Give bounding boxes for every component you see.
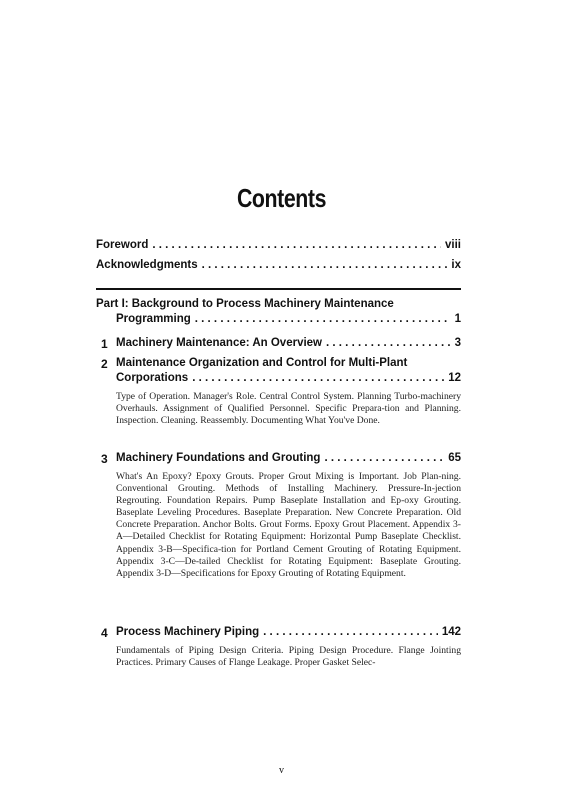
toc-entry-label: Process Machinery Piping: [116, 626, 260, 638]
toc-entry-chapter-1[interactable]: [116, 337, 461, 349]
page-title: Contents: [236, 183, 327, 213]
toc-entry-part-1[interactable]: [116, 313, 461, 325]
toc-page-number: 3: [454, 337, 461, 349]
leader-dots: [263, 626, 438, 638]
leader-dots: [152, 239, 441, 251]
toc-entry-chapter-2[interactable]: [116, 372, 461, 384]
toc-page-number: 1: [454, 313, 461, 325]
part-heading[interactable]: Part I: Background to Process Machinery Maintenance: [96, 298, 394, 310]
toc-entry-label: Acknowledgments: [96, 259, 198, 271]
toc-entry-acknowledgments[interactable]: [96, 259, 461, 271]
toc-entry-label: Corporations: [116, 372, 189, 384]
leader-dots: [195, 313, 451, 325]
toc-page-number: viii: [445, 239, 461, 251]
leader-dots: [192, 372, 444, 384]
chapter-description: What's An Epoxy? Epoxy Grouts. Proper Grout Mixing is Important. Job Plan-ning. Conventional Grouting. Methods of Installing Machinery. Pressure-In-jection Regrouting. Foundation Repairs. Pump Baseplate Installation and Ep-oxy Grouting. Baseplate Leveling Procedures. Baseplate Preparation. New Concrete Preparation. Old Concrete Preparation. Anchor Bolts. Grout Forms. Epoxy Grout Placement. Appendix 3-A—Detailed Checklist for Rotating Equipment: Horizontal Pump Baseplate Checklist. Appendix 3-B—Specifica-tion for Portland Cement Grouting of Rotating Equipment. Appendix 3-C—De-tailed Checklist for Rotating Equipment: Baseplate Grouting. Appendix 3-D—Specifications for Epoxy Grouting of Rotating Equipment.: [116, 471, 461, 579]
toc-entry-chapter-3[interactable]: [116, 452, 461, 464]
page-number: v: [279, 765, 284, 776]
chapter-heading[interactable]: Maintenance Organization and Control for Multi-Plant: [116, 357, 408, 369]
leader-dots: [202, 259, 448, 271]
section-divider: [96, 288, 461, 290]
leader-dots: [326, 337, 451, 349]
chapter-description: Type of Operation. Manager's Role. Central Control System. Planning Turbo-machinery Overhauls. Assignment of Qualified Personnel. Specific Prepara-tion and Planning. Inspection. Cleaning. Reassembly. Documenting What You've Done.: [116, 391, 461, 427]
leader-dots: [324, 452, 444, 464]
chapter-description: Fundamentals of Piping Design Criteria. Piping Design Procedure. Flange Jointing Practices. Primary Causes of Flange Leakage. Proper Gasket Selec-: [116, 645, 461, 669]
toc-page-number: 12: [448, 372, 461, 384]
toc-entry-label: Foreword: [96, 239, 149, 251]
toc-entry-label: Machinery Foundations and Grouting: [116, 452, 321, 464]
toc-page-number: ix: [451, 259, 461, 271]
toc-entry-label: Programming: [116, 313, 191, 325]
toc-page-number: 142: [441, 626, 461, 638]
toc-entry-foreword[interactable]: [96, 239, 461, 251]
toc-entry-label: Machinery Maintenance: An Overview: [116, 337, 323, 349]
toc-page-number: 65: [448, 452, 461, 464]
chapter-number: 1: [101, 337, 108, 351]
chapter-number: 4: [101, 626, 108, 640]
toc-entry-chapter-4[interactable]: [116, 626, 461, 638]
chapter-number: 3: [101, 452, 108, 466]
chapter-number: 2: [101, 357, 108, 371]
